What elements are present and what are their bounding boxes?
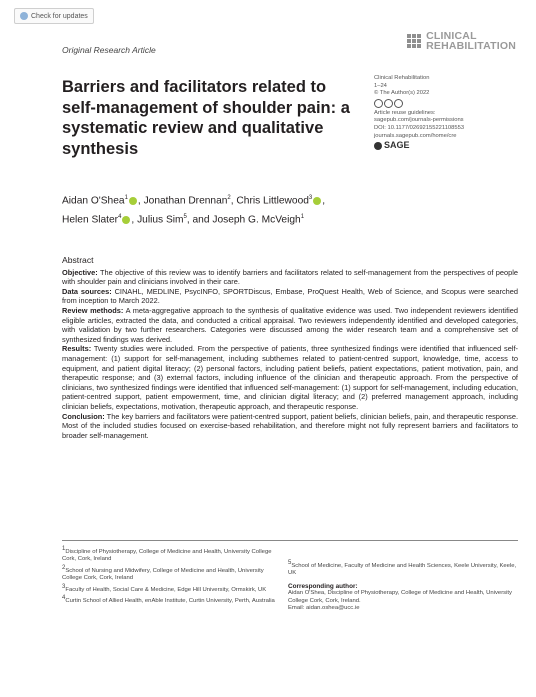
affiliation-sup: 4 <box>62 595 66 602</box>
journal-logo-line2: REHABILITATION <box>426 40 516 52</box>
abstract-text: The objective of this review was to identify barriers and facilitators related to self-management from the perspectives of people with shoulder pain and clinicians involved in their care. <box>62 267 518 287</box>
logo-grid-icon <box>407 34 421 48</box>
affiliation-sup: 3 <box>62 583 66 590</box>
author-affiliation-sup: 4 <box>118 214 122 221</box>
article-type: Original Research Article <box>62 45 156 55</box>
update-icon <box>20 12 28 20</box>
author-separator: , <box>131 214 138 226</box>
abstract-heading: Abstract <box>62 255 94 265</box>
author-separator: , <box>322 195 326 207</box>
abstract-label: Conclusion: <box>62 411 105 421</box>
journal-home-link[interactable]: journals.sagepub.com/home/cre <box>374 132 457 139</box>
affiliation-text: School of Nursing and Midwifery, College of Medicine and Health, University College Cork, Cork, Ireland <box>62 567 264 582</box>
author-list <box>62 190 482 229</box>
affiliation <box>62 546 282 564</box>
abstract-sources <box>62 287 518 306</box>
corresponding-author-details: Aidan O'Shea, Discipline of Physiotherapy, College of Medicine and Health, University College Cork, Cork, Ireland. <box>288 590 512 604</box>
reuse-guidelines: Article reuse guidelines: <box>374 109 436 116</box>
publisher-logo <box>374 142 524 150</box>
abstract-label: Data sources: <box>62 286 112 296</box>
affiliation-text: School of Medicine, Faculty of Medicine and Health Sciences, Keele University, Keele, UK <box>288 562 517 577</box>
doi[interactable]: DOI: 10.1177/02692155221108553 <box>374 124 465 131</box>
affiliation-sup: 1 <box>62 546 66 552</box>
author-affiliation-sup: 1 <box>124 195 128 201</box>
author-affiliation-sup: 2 <box>227 195 231 201</box>
orcid-icon[interactable] <box>129 197 137 205</box>
copyright: © The Author(s) 2022 <box>374 90 430 97</box>
corresponding-author-email[interactable]: Email: aidan.oshea@ucc.ie <box>288 605 360 612</box>
author-separator: , <box>230 195 237 207</box>
sage-logo-icon <box>374 142 382 150</box>
affiliation-sup: 2 <box>62 564 66 571</box>
author-separator: , and <box>186 214 213 226</box>
abstract-methods <box>62 306 518 344</box>
affiliation-text: Curtin School of Allied Health, enAble Institute, Curtin University, Perth, Australia <box>65 598 275 605</box>
abstract-conclusion <box>62 412 518 441</box>
affiliations-right <box>288 560 518 613</box>
corresponding-author-heading: Corresponding author: <box>288 582 358 590</box>
affiliation <box>288 560 518 578</box>
abstract-text: The key barriers and facilitators were patient-centred support, patient beliefs, clinician beliefs, pain, and therapeutic response. Most of the included studies focused on exercise-based rehabilitation, and therefore might not fully represent barriers and facilitators to broader self-management. <box>62 411 518 440</box>
affiliation <box>62 584 282 594</box>
abstract-label: Results: <box>62 344 92 354</box>
abstract-label: Objective: <box>62 267 98 277</box>
author-affiliation-sup: 3 <box>308 195 313 201</box>
journal-logo <box>407 31 516 51</box>
article-meta <box>374 75 524 150</box>
footnote-divider <box>62 540 518 541</box>
article-title: Barriers and facilitators related to self-management of shoulder pain: a systematic review and qualitative synthesis <box>62 78 350 158</box>
cc-license-icon[interactable] <box>374 99 524 108</box>
abstract-text: Twenty studies were included. From the perspective of patients, three synthesized findings were identified that influenced self-management: (1) support for self-management, including subthemes related to patient-centred support, knowledge, time, access to equipment, and patient digital literacy; (2) personal factors, including patient beliefs, patient expectations, patient motivation, pain, and therapeutic response; and (3) external factors, including influence of the clinician and therapeutic approach. From the perspective of clinicians, two synthesized findings were identified that influenced self-management: (1) support for self-management, including education, patient-centred support, patient empowerment, time, and clinician digital literacy; and (2) preferred management approach, including clinician beliefs, expectations, motivation, therapeutic approach, and therapeutic response. <box>62 344 518 411</box>
author-name: Helen Slater <box>62 214 119 226</box>
journal-logo-line1: CLINICAL <box>426 30 477 42</box>
orcid-icon[interactable] <box>313 197 321 205</box>
author-name: Julius Sim <box>137 214 184 226</box>
publisher-name: SAGE <box>384 140 410 151</box>
author-name: Chris Littlewood <box>236 195 309 207</box>
abstract-objective <box>62 268 518 287</box>
author-affiliation-sup: 1 <box>300 214 305 221</box>
author-name: Aidan O'Shea <box>62 195 125 207</box>
affiliations-left <box>62 546 282 607</box>
author-affiliation-sup: 5 <box>183 214 187 221</box>
check-for-updates-label: Check for updates <box>31 12 88 20</box>
page-range: 1–24 <box>374 82 387 89</box>
affiliation <box>62 595 282 605</box>
affiliation-text: Discipline of Physiotherapy, College of Medicine and Health, University College Cork, Cork, Ireland <box>62 548 272 563</box>
abstract-text: A meta-aggregative approach to the synthesis of qualitative evidence was used. Two independent reviewers identified eligible articles, extracted the data, and conducted a critical appraisal. Two reviewers independently identified and developed categories, with validation by two further researchers. Categories were discussed among the wider research team and a comprehensive set of synthesized findings was derived. <box>62 305 518 344</box>
permissions-link[interactable]: sagepub.com/journals-permissions <box>374 117 464 124</box>
author-separator: , <box>137 195 144 207</box>
affiliation-text: Faculty of Health, Social Care & Medicine, Edge Hill University, Ormskirk, UK <box>65 586 267 593</box>
affiliation <box>62 565 282 583</box>
abstract-results <box>62 344 518 411</box>
abstract <box>62 256 518 440</box>
abstract-label: Review methods: <box>62 305 124 315</box>
author-name: Jonathan Drennan <box>143 195 228 207</box>
abstract-text: CINAHL, MEDLINE, PsycINFO, SPORTDiscus, Embase, ProQuest Health, Web of Science, and Scopus were searched from inception to March 2022. <box>62 286 518 306</box>
affiliation-sup: 5 <box>288 560 292 566</box>
orcid-icon[interactable] <box>122 216 130 224</box>
check-for-updates-badge[interactable] <box>14 8 94 24</box>
author-name: Joseph G. McVeigh <box>212 214 301 226</box>
journal-name: Clinical Rehabilitation <box>374 75 430 81</box>
